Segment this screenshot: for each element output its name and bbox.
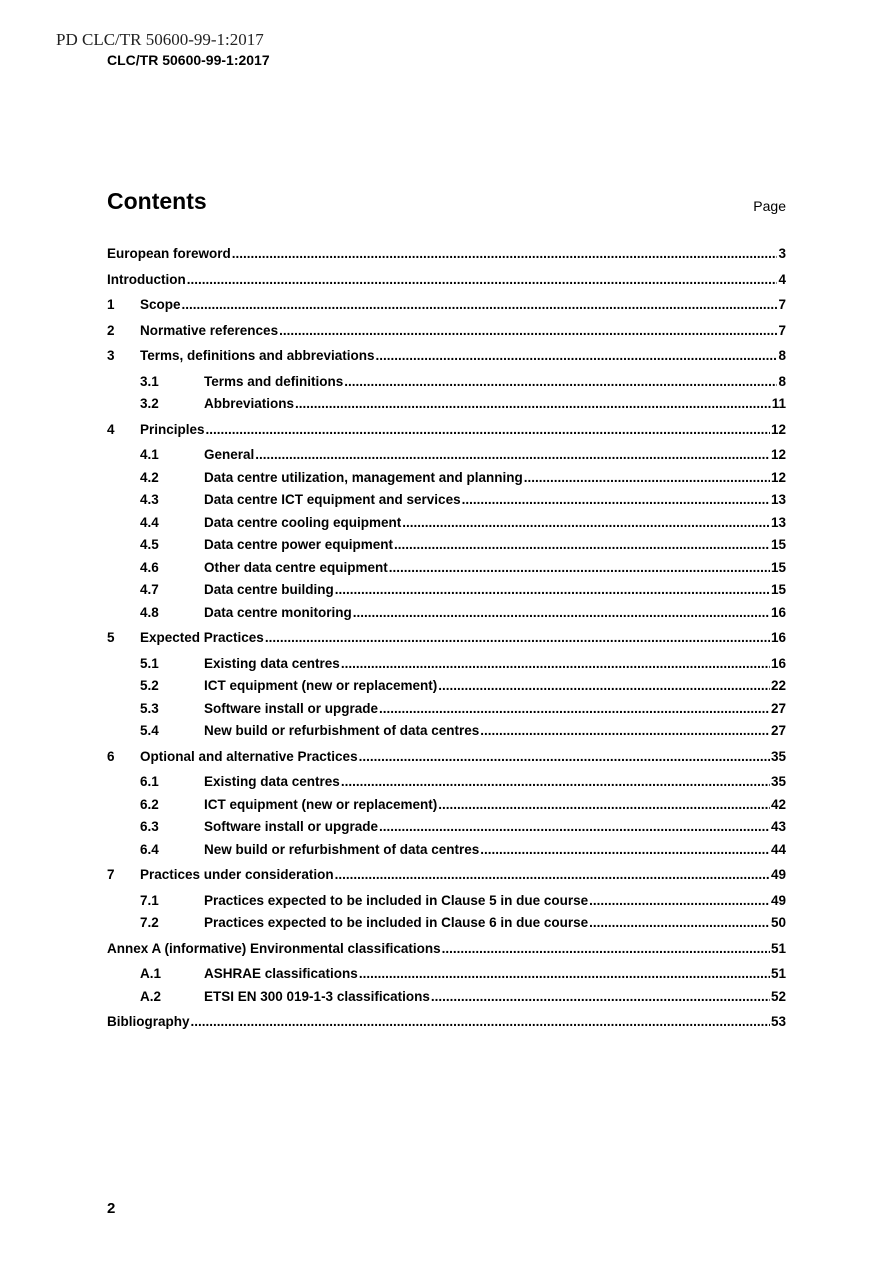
toc-entry-title: Data centre cooling equipment bbox=[204, 514, 402, 530]
toc-entry-page: 42 bbox=[770, 796, 786, 812]
toc-entry-title: ICT equipment (new or replacement) bbox=[204, 796, 438, 812]
toc-entry-number: 3.2 bbox=[140, 396, 159, 411]
toc-entry-title: Annex A (informative) Environmental classifications bbox=[107, 940, 441, 956]
toc-entry-number: 4.4 bbox=[140, 514, 159, 530]
toc-entry-title: Introduction bbox=[107, 271, 186, 287]
toc-entry-page: 49 bbox=[770, 892, 786, 908]
toc-leader-dots bbox=[191, 1014, 770, 1029]
toc-entry-title: Software install or upgrade bbox=[204, 700, 379, 716]
toc-entry-page: 12 bbox=[770, 447, 786, 462]
toc-leader-dots bbox=[389, 560, 770, 575]
toc-leader-dots bbox=[341, 656, 770, 671]
toc-entry[interactable] bbox=[107, 552, 786, 575]
toc-leader-dots bbox=[359, 966, 770, 981]
toc-leader-dots bbox=[344, 374, 777, 389]
toc-entry-number: 4.6 bbox=[140, 559, 159, 575]
toc-entry-title: New build or refurbishment of data centres bbox=[204, 723, 480, 738]
toc-entry-page: 51 bbox=[770, 966, 786, 981]
toc-entry-title: Existing data centres bbox=[204, 774, 340, 789]
toc-entry-page: 7 bbox=[778, 322, 786, 338]
toc-leader-dots bbox=[442, 941, 770, 956]
table-of-contents bbox=[107, 236, 786, 1029]
toc-entry-title: Terms, definitions and abbreviations bbox=[140, 348, 375, 363]
toc-entry-number: 2 bbox=[107, 322, 115, 338]
toc-entry-page: 11 bbox=[771, 396, 786, 411]
toc-entry-number: 7 bbox=[107, 867, 115, 882]
page-column-label: Page bbox=[753, 198, 786, 214]
toc-entry[interactable] bbox=[107, 485, 786, 508]
toc-leader-dots bbox=[353, 605, 770, 620]
toc-entry[interactable] bbox=[107, 738, 786, 764]
toc-entry-title: General bbox=[204, 447, 255, 462]
toc-entry[interactable] bbox=[107, 956, 786, 982]
toc-entry-number: 5.2 bbox=[140, 678, 159, 693]
toc-leader-dots bbox=[524, 470, 770, 485]
toc-entry-number: 7.2 bbox=[140, 915, 159, 930]
toc-entry-number: 1 bbox=[107, 297, 115, 312]
toc-leader-dots bbox=[335, 582, 770, 597]
toc-entry-title: Normative references bbox=[140, 322, 279, 338]
toc-entry-page: 15 bbox=[770, 559, 786, 575]
toc-entry-page: 15 bbox=[770, 537, 786, 552]
toc-entry-title: Data centre utilization, management and planning bbox=[204, 469, 523, 485]
toc-leader-dots bbox=[206, 422, 770, 437]
toc-entry-page: 13 bbox=[770, 514, 786, 530]
toc-entry-title: Data centre building bbox=[204, 582, 334, 597]
toc-entry[interactable] bbox=[107, 716, 786, 739]
toc-entry-number: 6.1 bbox=[140, 774, 159, 789]
toc-entry-page: 22 bbox=[770, 678, 786, 693]
toc-entry-title: Abbreviations bbox=[204, 396, 295, 411]
toc-entry[interactable] bbox=[107, 597, 786, 620]
toc-entry-number: 7.1 bbox=[140, 892, 159, 908]
toc-entry-page: 27 bbox=[770, 723, 786, 738]
toc-leader-dots bbox=[480, 723, 770, 738]
toc-entry-page: 16 bbox=[770, 655, 786, 671]
toc-entry[interactable] bbox=[107, 363, 786, 389]
toc-entry[interactable] bbox=[107, 236, 786, 261]
toc-leader-dots bbox=[341, 774, 770, 789]
toc-entry[interactable] bbox=[107, 411, 786, 437]
toc-entry-number: 4.7 bbox=[140, 582, 159, 597]
toc-leader-dots bbox=[359, 749, 770, 764]
toc-entry-page: 27 bbox=[770, 700, 786, 716]
toc-entry-page: 4 bbox=[778, 271, 786, 287]
toc-entry-page: 53 bbox=[770, 1014, 786, 1029]
toc-entry-page: 50 bbox=[770, 915, 786, 930]
toc-entry-number: 6.2 bbox=[140, 796, 159, 812]
toc-entry[interactable] bbox=[107, 764, 786, 790]
toc-leader-dots bbox=[335, 867, 770, 882]
toc-entry-number: 4.3 bbox=[140, 492, 159, 507]
toc-entry-title: Practices expected to be included in Clause 5 in due course bbox=[204, 892, 589, 908]
toc-entry-title: European foreword bbox=[107, 246, 231, 261]
toc-entry-number: 4.1 bbox=[140, 447, 159, 462]
toc-entry-page: 3 bbox=[778, 246, 786, 261]
toc-leader-dots bbox=[182, 297, 778, 312]
toc-leader-dots bbox=[462, 492, 770, 507]
toc-leader-dots bbox=[295, 396, 771, 411]
toc-entry[interactable] bbox=[107, 882, 786, 908]
toc-entry-number: 5.1 bbox=[140, 655, 159, 671]
toc-entry-page: 52 bbox=[770, 988, 786, 1004]
toc-entry[interactable] bbox=[107, 507, 786, 530]
toc-entry-page: 51 bbox=[770, 940, 786, 956]
toc-leader-dots bbox=[589, 915, 770, 930]
toc-entry-number: 5.4 bbox=[140, 723, 159, 738]
page-number: 2 bbox=[107, 1200, 116, 1217]
toc-entry[interactable] bbox=[107, 575, 786, 598]
toc-leader-dots bbox=[255, 447, 770, 462]
toc-leader-dots bbox=[379, 701, 770, 716]
toc-entry[interactable] bbox=[107, 671, 786, 694]
toc-entry-page: 43 bbox=[770, 819, 786, 834]
toc-leader-dots bbox=[376, 348, 778, 363]
toc-entry-title: New build or refurbishment of data centres bbox=[204, 841, 480, 857]
toc-leader-dots bbox=[232, 246, 778, 261]
toc-entry-title: Software install or upgrade bbox=[204, 819, 379, 834]
toc-leader-dots bbox=[187, 272, 778, 287]
toc-entry[interactable] bbox=[107, 1004, 786, 1030]
toc-entry-number: 3 bbox=[107, 348, 115, 363]
toc-entry-title: Scope bbox=[140, 297, 181, 312]
document-id-header: PD CLC/TR 50600-99-1:2017 bbox=[56, 30, 264, 49]
toc-entry[interactable] bbox=[107, 908, 786, 931]
toc-entry-title: Practices under consideration bbox=[140, 867, 334, 882]
toc-entry[interactable] bbox=[107, 930, 786, 956]
toc-entry-page: 8 bbox=[778, 373, 786, 389]
toc-entry[interactable] bbox=[107, 857, 786, 883]
toc-leader-dots bbox=[265, 630, 770, 645]
toc-entry[interactable] bbox=[107, 312, 786, 338]
toc-entry[interactable] bbox=[107, 338, 786, 364]
toc-entry-page: 12 bbox=[770, 469, 786, 485]
toc-leader-dots bbox=[438, 797, 770, 812]
toc-entry-number: 4.2 bbox=[140, 469, 159, 485]
toc-entry-title: Data centre monitoring bbox=[204, 604, 352, 620]
toc-entry-title: Bibliography bbox=[107, 1014, 190, 1029]
toc-entry-page: 15 bbox=[770, 582, 786, 597]
toc-entry[interactable] bbox=[107, 645, 786, 671]
toc-entry-page: 7 bbox=[778, 297, 786, 312]
toc-entry-page: 44 bbox=[770, 841, 786, 857]
toc-entry[interactable] bbox=[107, 620, 786, 646]
toc-entry-title: Terms and definitions bbox=[204, 373, 344, 389]
toc-entry-title: Practices expected to be included in Clause 6 in due course bbox=[204, 915, 589, 930]
toc-leader-dots bbox=[480, 842, 770, 857]
toc-entry[interactable] bbox=[107, 981, 786, 1004]
toc-entry-title: Data centre power equipment bbox=[204, 537, 394, 552]
toc-leader-dots bbox=[394, 537, 770, 552]
toc-entry-page: 35 bbox=[770, 774, 786, 789]
toc-entry[interactable] bbox=[107, 287, 786, 313]
toc-entry[interactable] bbox=[107, 789, 786, 812]
toc-entry-title: ICT equipment (new or replacement) bbox=[204, 678, 438, 693]
toc-entry[interactable] bbox=[107, 693, 786, 716]
toc-entry-number: 6.4 bbox=[140, 841, 159, 857]
toc-entry-page: 35 bbox=[770, 748, 786, 764]
toc-entry-number: 4.8 bbox=[140, 604, 159, 620]
toc-leader-dots bbox=[438, 678, 770, 693]
toc-entry-number: A.2 bbox=[140, 988, 162, 1004]
toc-entry-title: Existing data centres bbox=[204, 655, 340, 671]
toc-entry-page: 8 bbox=[778, 348, 786, 363]
toc-leader-dots bbox=[589, 893, 770, 908]
toc-leader-dots bbox=[431, 989, 770, 1004]
toc-entry-title: Data centre ICT equipment and services bbox=[204, 492, 461, 507]
toc-entry-number: 4.5 bbox=[140, 537, 159, 552]
contents-title: Contents bbox=[107, 188, 207, 214]
toc-entry-page: 49 bbox=[770, 867, 786, 882]
toc-entry[interactable] bbox=[107, 389, 786, 412]
toc-leader-dots bbox=[379, 819, 770, 834]
toc-entry-title: Principles bbox=[140, 421, 205, 437]
toc-entry-page: 16 bbox=[770, 604, 786, 620]
toc-entry[interactable] bbox=[107, 462, 786, 485]
toc-entry-page: 16 bbox=[770, 630, 786, 645]
toc-entry-title: Other data centre equipment bbox=[204, 559, 388, 575]
toc-entry[interactable] bbox=[107, 261, 786, 287]
toc-leader-dots bbox=[402, 515, 770, 530]
toc-entry-title: ETSI EN 300 019-1-3 classifications bbox=[204, 988, 430, 1004]
toc-entry[interactable] bbox=[107, 530, 786, 553]
toc-entry-page: 12 bbox=[770, 421, 786, 437]
toc-entry-number: A.1 bbox=[140, 966, 162, 981]
toc-entry-number: 4 bbox=[107, 421, 115, 437]
toc-leader-dots bbox=[279, 323, 777, 338]
toc-entry-number: 5.3 bbox=[140, 700, 159, 716]
toc-entry-number: 6 bbox=[107, 748, 115, 764]
toc-entry-title: Optional and alternative Practices bbox=[140, 748, 358, 764]
toc-entry-number: 5 bbox=[107, 630, 115, 645]
toc-entry-number: 6.3 bbox=[140, 819, 159, 834]
toc-entry-title: ASHRAE classifications bbox=[204, 966, 358, 981]
toc-entry-title: Expected Practices bbox=[140, 630, 264, 645]
toc-entry-page: 13 bbox=[770, 492, 786, 507]
document-id-subheader: CLC/TR 50600-99-1:2017 bbox=[107, 52, 270, 68]
toc-entry[interactable] bbox=[107, 437, 786, 463]
toc-entry[interactable] bbox=[107, 834, 786, 857]
toc-entry-number: 3.1 bbox=[140, 373, 159, 389]
toc-entry[interactable] bbox=[107, 812, 786, 835]
